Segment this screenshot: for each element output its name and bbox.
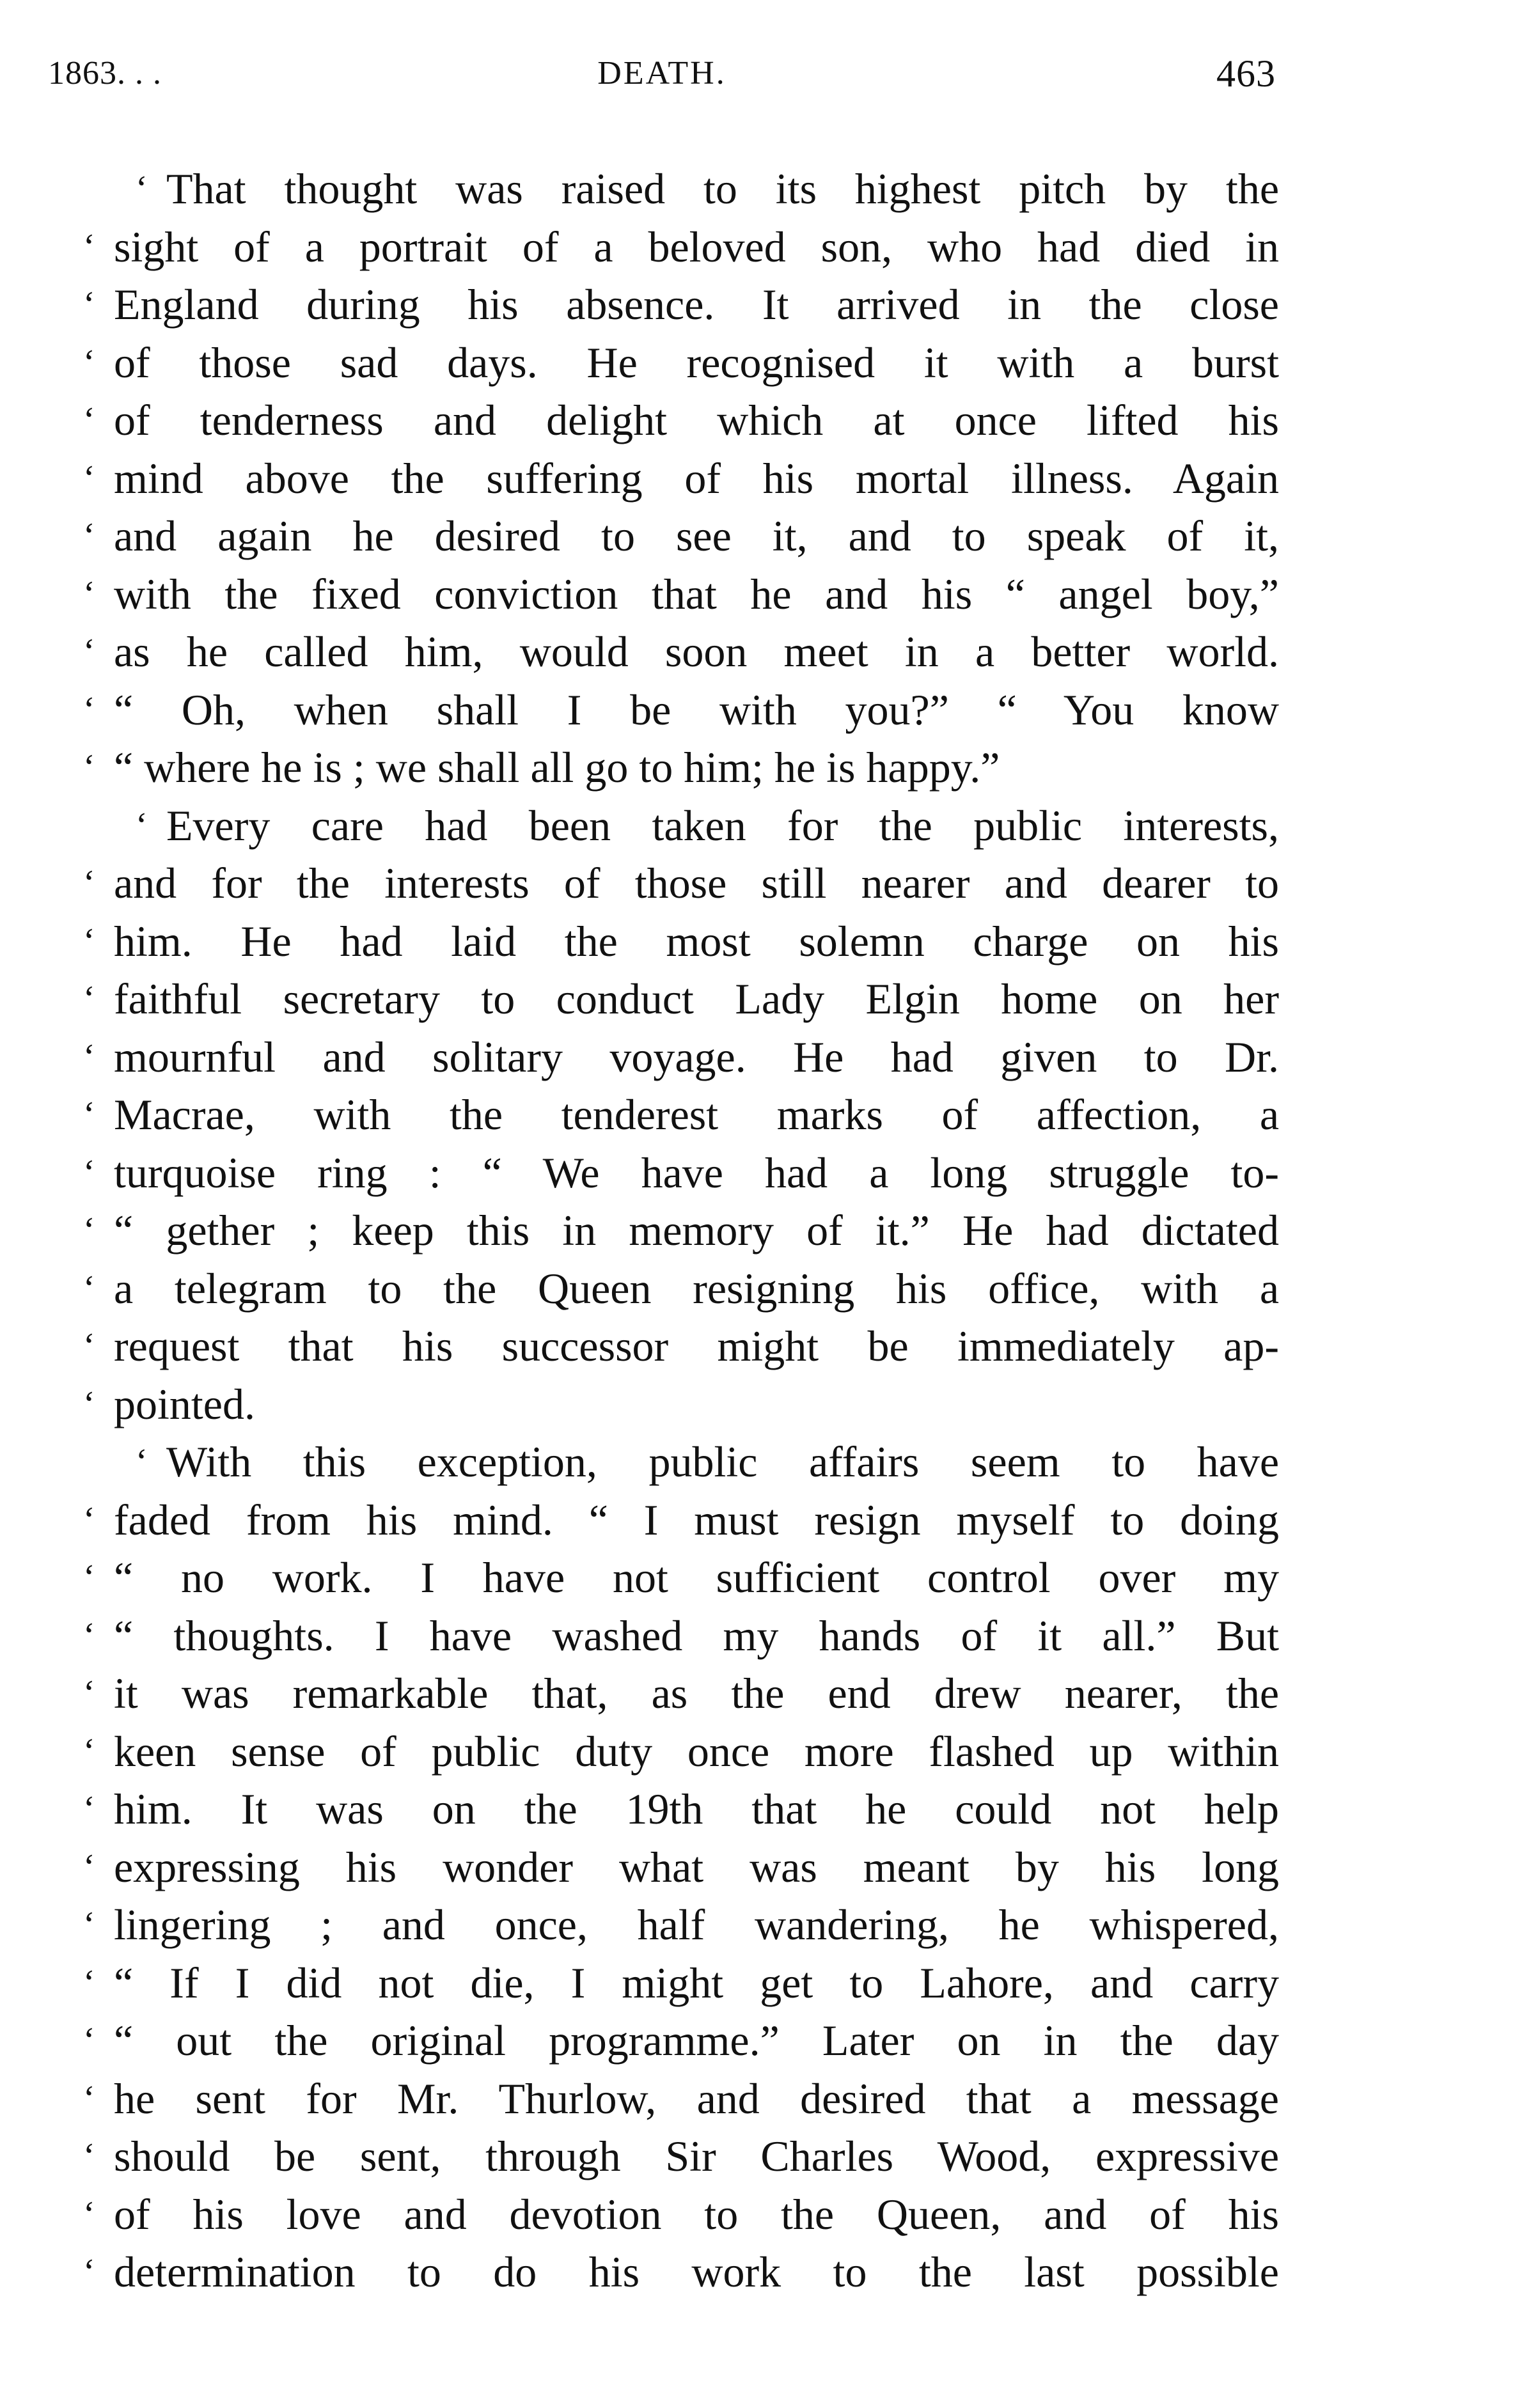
text-line	[83, 1780, 1279, 1838]
text-line	[83, 507, 1279, 565]
line-text: keen sense of public duty once more flashed up within	[114, 1726, 1279, 1776]
text-line	[83, 391, 1279, 450]
line-text: “ out the original programme.” Later on in the day	[114, 2016, 1279, 2065]
line-text: pointed.	[114, 1379, 255, 1428]
text-line	[83, 739, 1279, 797]
text-line	[83, 1607, 1279, 1665]
line-text: Macrae, with the tenderest marks of affection, a	[114, 1090, 1279, 1139]
text-line	[83, 1954, 1279, 2012]
line-text: should be sent, through Sir Charles Wood, expressive	[114, 2132, 1279, 2180]
line-text: faded from his mind. “ I must resign myself to doing	[114, 1495, 1279, 1544]
text-line	[83, 1723, 1279, 1781]
quote-mark: ‘	[83, 747, 95, 787]
text-line	[83, 1144, 1279, 1202]
text-line	[83, 1664, 1279, 1723]
line-text: “ where he is ; we shall all go to him; he is happy.”	[114, 743, 1000, 792]
line-text: “ If I did not die, I might get to Lahore, and carry	[114, 1958, 1279, 2007]
quote-mark: ‘	[83, 979, 95, 1019]
quote-mark: ‘	[83, 1558, 95, 1597]
line-text: of those sad days. He recognised it with a burst	[114, 338, 1279, 387]
quote-mark: ‘	[83, 1036, 95, 1077]
quote-mark: ‘	[83, 342, 95, 382]
text-line	[83, 1028, 1279, 1086]
quote-mark: ‘	[83, 1499, 95, 1540]
line-text: him. It was on the 19th that he could not help	[114, 1785, 1279, 1833]
text-line	[83, 160, 1279, 218]
line-text: mournful and solitary voyage. He had given to Dr.	[114, 1032, 1279, 1081]
quote-mark: ‘	[83, 1210, 95, 1250]
quote-mark: ‘	[83, 1847, 95, 1887]
text-line	[83, 1317, 1279, 1375]
quote-mark: ‘	[83, 2136, 95, 2176]
quote-mark: ‘	[83, 1905, 95, 1944]
line-text: he sent for Mr. Thurlow, and desired that a message	[114, 2074, 1279, 2123]
text-line	[83, 970, 1279, 1028]
quote-mark: ‘	[136, 805, 148, 845]
quote-mark: ‘	[83, 1962, 95, 2003]
line-text: determination to do his work to the last possible	[114, 2248, 1279, 2296]
quote-mark: ‘	[83, 516, 95, 556]
quote-mark: ‘	[83, 2078, 95, 2118]
line-text: him. He had laid the most solemn charge on his	[114, 916, 1279, 966]
quote-mark: ‘	[83, 1615, 95, 1655]
body-text	[83, 160, 1279, 2301]
line-text: Every care had been taken for the public interests,	[166, 801, 1279, 850]
header-year: 1863. . .	[48, 55, 162, 91]
text-line	[83, 854, 1279, 912]
line-text: expressing his wonder what was meant by his long	[114, 1842, 1279, 1891]
text-line	[83, 218, 1279, 276]
quote-mark: ‘	[83, 458, 95, 498]
line-text: request that his successor might be immediately ap-	[114, 1322, 1279, 1370]
line-text: “ gether ; keep this in memory of it.” He had dictated	[114, 1206, 1279, 1255]
quote-mark: ‘	[83, 574, 95, 614]
text-line	[83, 1433, 1279, 1491]
quote-mark: ‘	[83, 689, 95, 730]
header-title: DEATH.	[597, 55, 726, 91]
quote-mark: ‘	[83, 2021, 95, 2060]
quote-mark: ‘	[136, 169, 148, 208]
text-line	[83, 1491, 1279, 1549]
text-line	[83, 2127, 1279, 2185]
quote-mark: ‘	[83, 921, 95, 961]
line-text: With this exception, public affairs seem to have	[166, 1437, 1279, 1486]
line-text: “ Oh, when shall I be with you?” “ You know	[114, 685, 1279, 734]
text-line	[83, 1201, 1279, 1260]
text-line	[83, 1375, 1279, 1434]
line-text: turquoise ring : “ We have had a long struggle to-	[114, 1148, 1279, 1197]
line-text: of his love and devotion to the Queen, and of his	[114, 2189, 1279, 2239]
line-text: That thought was raised to its highest pitch by the	[166, 164, 1279, 213]
text-line	[83, 681, 1279, 739]
quote-mark: ‘	[83, 1673, 95, 1713]
text-line	[83, 1260, 1279, 1318]
line-text: England during his absence. It arrived in the close	[114, 280, 1279, 329]
line-text: as he called him, would soon meet in a better world.	[114, 627, 1279, 676]
text-line	[83, 334, 1279, 392]
line-text: mind above the suffering of his mortal illness. Again	[114, 453, 1279, 503]
quote-mark: ‘	[83, 226, 95, 267]
text-line	[83, 1896, 1279, 1954]
text-line	[83, 2012, 1279, 2070]
text-line	[83, 2185, 1279, 2244]
quote-mark: ‘	[83, 632, 95, 671]
line-text: of tenderness and delight which at once lifted his	[114, 396, 1279, 444]
text-line	[83, 1086, 1279, 1144]
quote-mark: ‘	[83, 1268, 95, 1308]
text-line	[83, 1549, 1279, 1607]
text-line	[83, 912, 1279, 971]
quote-mark: ‘	[83, 2252, 95, 2292]
quote-mark: ‘	[83, 1326, 95, 1366]
text-line	[83, 565, 1279, 623]
quote-mark: ‘	[83, 400, 95, 440]
quote-mark: ‘	[83, 1789, 95, 1829]
quote-mark: ‘	[83, 1152, 95, 1192]
line-text: a telegram to the Queen resigning his office, with a	[114, 1263, 1279, 1313]
line-text: “ thoughts. I have washed my hands of it all.” But	[114, 1611, 1279, 1660]
text-line	[83, 797, 1279, 855]
text-line	[83, 2070, 1279, 2128]
text-line	[83, 276, 1279, 334]
quote-mark: ‘	[136, 1442, 148, 1482]
line-text: faithful secretary to conduct Lady Elgin home on her	[114, 974, 1279, 1023]
quote-mark: ‘	[83, 285, 95, 324]
text-line	[83, 2243, 1279, 2301]
line-text: it was remarkable that, as the end drew nearer, the	[114, 1669, 1279, 1717]
quote-mark: ‘	[83, 2194, 95, 2234]
quote-mark: ‘	[83, 1384, 95, 1424]
line-text: “ no work. I have not sufficient control over my	[114, 1553, 1279, 1602]
text-line	[83, 450, 1279, 508]
line-text: and again he desired to see it, and to speak of it,	[114, 512, 1279, 560]
quote-mark: ‘	[83, 863, 95, 903]
line-text: and for the interests of those still nearer and dearer to	[114, 859, 1279, 907]
quote-mark: ‘	[83, 1095, 95, 1134]
quote-mark: ‘	[83, 1731, 95, 1771]
text-line	[83, 1838, 1279, 1896]
line-text: sight of a portrait of a beloved son, who had died in	[114, 222, 1279, 271]
text-line	[83, 623, 1279, 681]
running-header	[48, 45, 1276, 102]
page-number: 463	[1216, 52, 1276, 95]
line-text: with the fixed conviction that he and his “ angel boy,”	[114, 569, 1279, 618]
line-text: lingering ; and once, half wandering, he whispered,	[114, 1900, 1279, 1949]
